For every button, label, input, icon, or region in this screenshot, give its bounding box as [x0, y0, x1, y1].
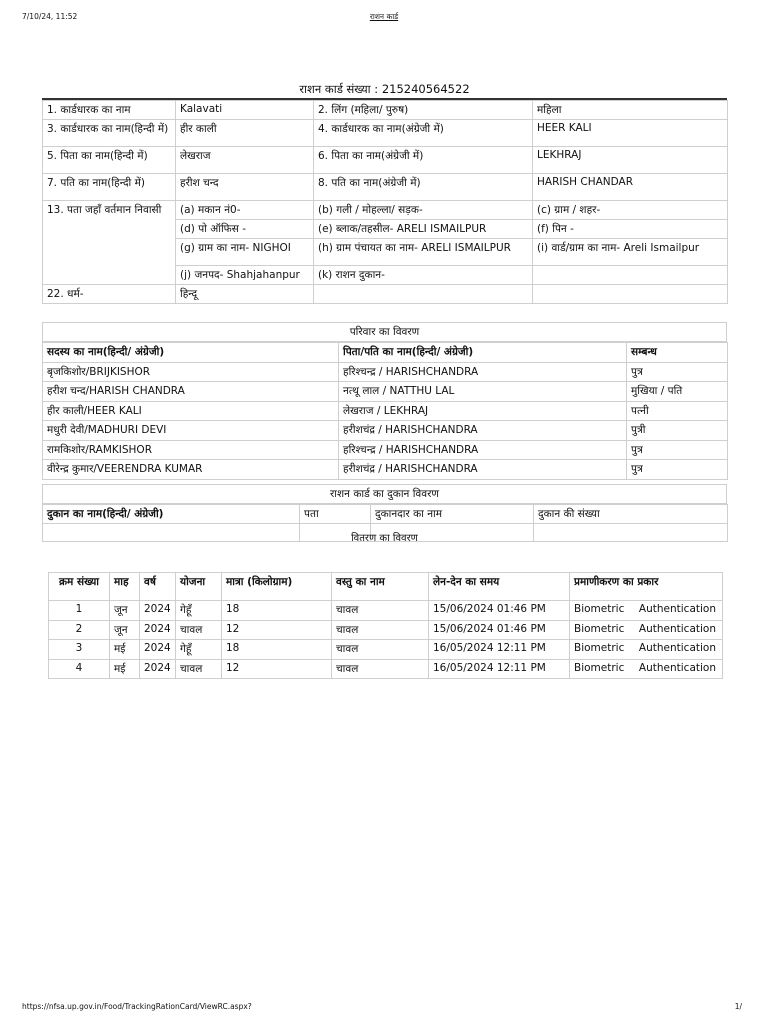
card-title: राशन कार्ड संख्या : 215240564522 [42, 78, 727, 100]
transaction-time-header: लेन-देन का समय [429, 573, 570, 601]
distribution-header-row [49, 573, 723, 601]
transaction-time-cell: 15/06/2024 01:46 PM [429, 601, 570, 621]
address-pin: (f) पिन - [533, 220, 728, 239]
auth-type-word: Authentication [638, 622, 716, 635]
print-url: https://nfsa.up.gov.in/Food/TrackingRationCard/ViewRC.aspx? [22, 1002, 252, 1011]
dealer-address-header: पता [300, 505, 371, 524]
member-relation: पत्नी [627, 401, 728, 421]
info-row [43, 120, 728, 147]
auth-type-cell [570, 659, 723, 679]
member-relation: पुत्र [627, 362, 728, 382]
year-cell: 2024 [140, 620, 176, 640]
auth-type-word: Authentication [638, 661, 716, 674]
dealer-shop-header: दुकान का नाम(हिन्दी/ अंग्रेजी) [43, 505, 300, 524]
month-header: माह [110, 573, 140, 601]
scheme-cell: गेहूँ [176, 601, 222, 621]
info-label: 8. पति का नाम(अंग्रेजी में) [314, 174, 533, 201]
dealer-number-header: दुकान की संख्या [534, 505, 728, 524]
commodity-cell: चावल [332, 620, 429, 640]
auth-type-header: प्रमाणीकरण का प्रकार [570, 573, 723, 601]
commodity-cell: चावल [332, 601, 429, 621]
info-label: 7. पति का नाम(हिन्दी में) [43, 174, 176, 201]
year-cell: 2024 [140, 659, 176, 679]
address-panchayat: (h) ग्राम पंचायत का नाम- ARELI ISMAILPUR [314, 239, 533, 266]
info-value: हीर काली [176, 120, 314, 147]
members-section-title: परिवार का विवरण [42, 322, 727, 342]
info-label: 22. धर्म- [43, 285, 176, 304]
month-cell: मई [110, 640, 140, 660]
member-relative: हरिश्चन्द्र / HARISHCHANDRA [339, 362, 627, 382]
member-name-header: सदस्य का नाम(हिन्दी/ अंग्रेजी) [43, 343, 339, 363]
dealer-owner-header: दुकानदार का नाम [371, 505, 534, 524]
table-row [43, 382, 728, 402]
print-page-number: 1/ [734, 1002, 742, 1011]
address-ward: (i) वार्ड/ग्राम का नाम- Areli Ismailpur [533, 239, 728, 266]
member-relation: मुखिया / पति [627, 382, 728, 402]
member-relative-header: पिता/पति का नाम(हिन्दी/ अंग्रेजी) [339, 343, 627, 363]
address-row [43, 201, 728, 220]
member-relation-header: सम्बन्ध [627, 343, 728, 363]
month-cell: जून [110, 601, 140, 621]
month-cell: जून [110, 620, 140, 640]
members-header-row [43, 343, 728, 363]
member-relation: पुत्री [627, 421, 728, 441]
address-village: (g) ग्राम का नाम- NIGHOI [176, 239, 314, 266]
info-label: 5. पिता का नाम(हिन्दी में) [43, 147, 176, 174]
scheme-cell: गेहूँ [176, 640, 222, 660]
commodity-cell: चावल [332, 659, 429, 679]
member-relation: पुत्र [627, 460, 728, 480]
auth-type-word: Biometric [574, 622, 625, 635]
auth-type-word: Biometric [574, 642, 625, 654]
year-cell: 2024 [140, 601, 176, 621]
info-value: महिला [533, 101, 728, 120]
auth-type-word: Biometric [574, 603, 625, 615]
member-relative: लेखराज / LEKHRAJ [339, 401, 627, 421]
info-label: 1. कार्डधारक का नाम [43, 101, 176, 120]
address-district: (j) जनपद- Shahjahanpur [176, 266, 314, 285]
year-cell: 2024 [140, 640, 176, 660]
address-ration-shop: (k) राशन दुकान- [314, 266, 533, 285]
member-name: मधुरी देवी/MADHURI DEVI [43, 421, 339, 441]
table-row [49, 640, 723, 660]
quantity-header: मात्रा (किलोग्राम) [222, 573, 332, 601]
auth-type-word: Biometric [574, 661, 625, 674]
member-name: हरीश चन्द/HARISH CHANDRA [43, 382, 339, 402]
scheme-cell: चावल [176, 620, 222, 640]
info-value: HEER KALI [533, 120, 728, 147]
info-label: 4. कार्डधारक का नाम(अंग्रेजी में) [314, 120, 533, 147]
auth-type-cell [570, 620, 723, 640]
table-row [43, 460, 728, 480]
address-street: (b) गली / मोहल्ला/ सड़क- [314, 201, 533, 220]
info-value: लेखराज [176, 147, 314, 174]
info-label: 3. कार्डधारक का नाम(हिन्दी में) [43, 120, 176, 147]
member-relation: पुत्र [627, 440, 728, 460]
info-value: हरीश चन्द [176, 174, 314, 201]
scheme-header: योजना [176, 573, 222, 601]
table-row [43, 362, 728, 382]
transaction-time-cell: 16/05/2024 12:11 PM [429, 640, 570, 660]
info-row [43, 174, 728, 201]
address-label: 13. पता जहाँ वर्तमान निवासी [43, 201, 176, 285]
table-row [43, 401, 728, 421]
info-label: 2. लिंग (महिला/ पुरुष) [314, 101, 533, 120]
commodity-header: वस्तु का नाम [332, 573, 429, 601]
members-table [42, 342, 728, 480]
info-value: हिन्दू [176, 285, 314, 304]
member-name: वीरेन्द्र कुमार/VEERENDRA KUMAR [43, 460, 339, 480]
commodity-cell: चावल [332, 640, 429, 660]
quantity-cell: 18 [222, 640, 332, 660]
member-relative: हरीशचंद्र / HARISHCHANDRA [339, 421, 627, 441]
info-value: Kalavati [176, 101, 314, 120]
year-header: वर्ष [140, 573, 176, 601]
info-row [43, 147, 728, 174]
auth-type-cell [570, 640, 723, 660]
member-name: रामकिशोर/RAMKISHOR [43, 440, 339, 460]
info-value: LEKHRAJ [533, 147, 728, 174]
info-row [43, 101, 728, 120]
serial-cell: 4 [49, 659, 110, 679]
quantity-cell: 12 [222, 620, 332, 640]
address-house: (a) मकान नं0- [176, 201, 314, 220]
table-row [43, 421, 728, 441]
auth-type-word: Authentication [638, 642, 716, 654]
quantity-cell: 12 [222, 659, 332, 679]
member-name: बृजकिशोर/BRIJKISHOR [43, 362, 339, 382]
dealer-header-row [43, 505, 728, 524]
info-row [43, 285, 728, 304]
address-city: (c) ग्राम / शहर- [533, 201, 728, 220]
print-datetime: 7/10/24, 11:52 [22, 12, 78, 21]
transaction-time-cell: 16/05/2024 12:11 PM [429, 659, 570, 679]
table-row [49, 601, 723, 621]
scheme-cell: चावल [176, 659, 222, 679]
card-info-table [42, 100, 728, 304]
distribution-table [48, 572, 723, 679]
auth-type-word: Authentication [638, 603, 716, 615]
distribution-section-title: वितरण का विवरण [351, 533, 418, 544]
table-row [43, 440, 728, 460]
member-name: हीर काली/HEER KALI [43, 401, 339, 421]
serial-cell: 1 [49, 601, 110, 621]
quantity-cell: 18 [222, 601, 332, 621]
member-relative: नत्थू लाल / NATTHU LAL [339, 382, 627, 402]
table-row [49, 620, 723, 640]
address-post-office: (d) पो ऑफिस - [176, 220, 314, 239]
info-label: 6. पिता का नाम(अंग्रेजी में) [314, 147, 533, 174]
table-row [49, 659, 723, 679]
print-title: राशन कार्ड [369, 12, 399, 21]
month-cell: मई [110, 659, 140, 679]
info-value: HARISH CHANDAR [533, 174, 728, 201]
transaction-time-cell: 15/06/2024 01:46 PM [429, 620, 570, 640]
serial-cell: 2 [49, 620, 110, 640]
auth-type-cell [570, 601, 723, 621]
serial-header: क्रम संख्या [49, 573, 110, 601]
serial-cell: 3 [49, 640, 110, 660]
dealer-section-title: राशन कार्ड का दुकान विवरण [42, 484, 727, 504]
member-relative: हरिश्चन्द्र / HARISHCHANDRA [339, 440, 627, 460]
address-block: (e) ब्लाक/तहसील- ARELI ISMAILPUR [314, 220, 533, 239]
member-relative: हरीशचंद्र / HARISHCHANDRA [339, 460, 627, 480]
